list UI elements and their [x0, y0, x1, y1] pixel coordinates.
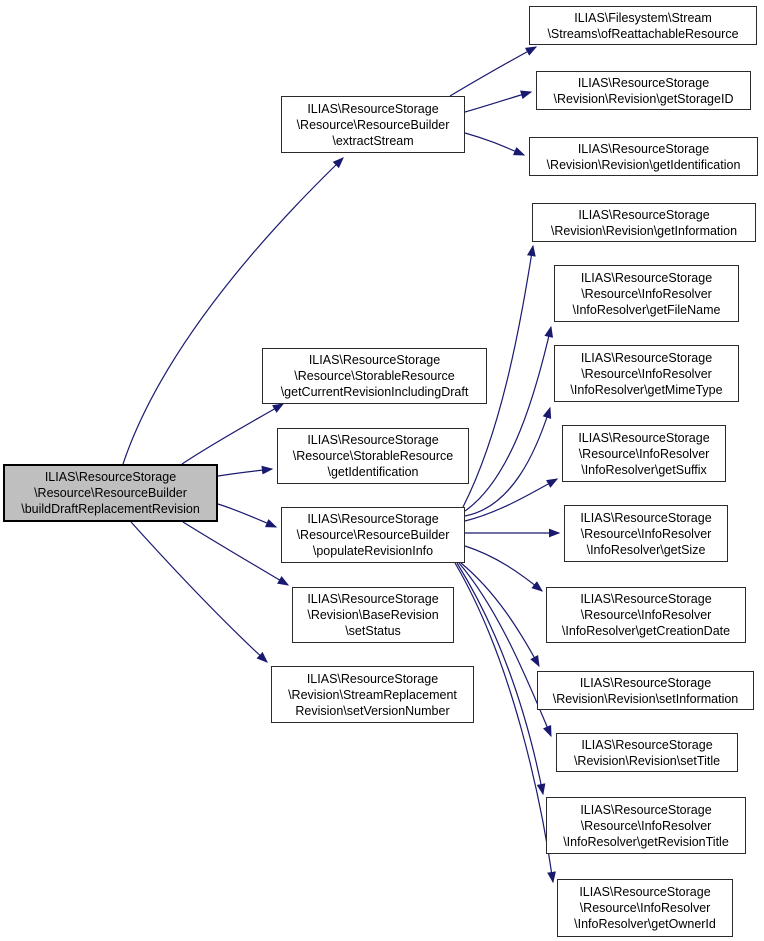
node-label-line: \Resource\InfoResolver	[580, 818, 712, 833]
node-setVersionNumber[interactable]	[271, 666, 474, 723]
node-buildDraftReplacementRevision[interactable]	[3, 464, 218, 522]
node-getInformation[interactable]	[532, 203, 756, 242]
edge-buildDraftReplacementRevision-getCurrentRevisionIncludingDraft	[182, 404, 283, 464]
node-getIdentificationStorable[interactable]	[277, 428, 469, 484]
edge-buildDraftReplacementRevision-setStatus	[183, 522, 288, 585]
node-label-line: \Resource\ResourceBuilder	[296, 117, 450, 132]
node-getIdentificationRevision[interactable]	[529, 137, 758, 176]
node-label-line: \InfoResolver\getSuffix	[581, 462, 707, 477]
node-label-line: \Revision\Revision\setTitle	[573, 753, 721, 768]
node-label-line: \InfoResolver\getFileName	[572, 302, 721, 317]
node-populateRevisionInfo[interactable]	[281, 507, 465, 563]
node-getSize[interactable]	[564, 505, 728, 562]
node-getRevisionTitle[interactable]	[546, 797, 746, 854]
node-getMimeType[interactable]	[554, 345, 739, 402]
node-getSuffix[interactable]	[562, 425, 726, 482]
node-label-line: \Resource\StorableResource	[292, 449, 454, 463]
node-getOwnerId[interactable]	[557, 879, 733, 937]
node-extractStream[interactable]	[281, 96, 465, 153]
node-label-line: \Resource\InfoResolver	[579, 901, 711, 915]
node-label-line: ILIAS\ResourceStorage	[307, 512, 439, 526]
edge-extractStream-getIdentificationRevision	[465, 133, 524, 155]
node-label-line: ILIAS\ResourceStorage	[580, 350, 713, 365]
edge-buildDraftReplacementRevision-getIdentificationStorable	[218, 469, 272, 476]
node-getCurrentRevisionIncludingDraft[interactable]	[262, 348, 487, 404]
node-getStorageID[interactable]	[536, 71, 751, 110]
node-label-line: Revision\setVersionNumber	[295, 703, 450, 718]
node-label-line: \Resource\InfoResolver	[580, 526, 712, 541]
node-label-line: \Revision\Revision\getInformation	[550, 223, 738, 238]
node-label-line: \extractStream	[332, 133, 414, 148]
node-label-line: \InfoResolver\getSize	[586, 542, 706, 557]
node-label-line: \Revision\Revision\getStorageID	[553, 91, 734, 106]
node-label-line: \InfoResolver\getOwnerId	[574, 917, 716, 931]
node-label-line: \Revision\Revision\getIdentification	[546, 157, 741, 172]
node-label-line: ILIAS\ResourceStorage	[578, 430, 710, 445]
node-label-line: ILIAS\ResourceStorage	[580, 510, 712, 525]
node-label-line: \Streams\ofReattachableResource	[547, 26, 739, 41]
node-label-line: ILIAS\ResourceStorage	[307, 101, 439, 116]
node-label-line: ILIAS\ResourceStorage	[577, 141, 710, 156]
node-label-line: \populateRevisionInfo	[312, 544, 434, 558]
edge-populateRevisionInfo-setInformation	[461, 563, 539, 666]
edge-extractStream-getStorageID	[465, 92, 531, 112]
node-label-line: ILIAS\ResourceStorage	[581, 737, 713, 752]
node-label-line: \InfoResolver\getRevisionTitle	[563, 834, 729, 849]
node-label-line: ILIAS\ResourceStorage	[580, 802, 712, 817]
node-label-line: ILIAS\Filesystem\Stream	[574, 10, 712, 25]
node-label-line: \Resource\StorableResource	[294, 369, 455, 383]
node-label-line: ILIAS\ResourceStorage	[579, 675, 712, 690]
node-getCreationDate[interactable]	[546, 587, 746, 643]
node-label-line: \Revision\Revision\setInformation	[552, 691, 739, 706]
node-label-line: \Resource\InfoResolver	[578, 446, 710, 461]
edge-buildDraftReplacementRevision-setVersionNumber	[131, 522, 267, 662]
node-label-line: ILIAS\ResourceStorage	[577, 75, 710, 90]
node-label-line: ILIAS\ResourceStorage	[44, 470, 177, 484]
node-label-line: ILIAS\ResourceStorage	[307, 592, 439, 606]
node-setInformation[interactable]	[537, 671, 754, 710]
edge-populateRevisionInfo-getCreationDate	[465, 546, 542, 591]
node-label-line: \Resource\InfoResolver	[581, 366, 712, 381]
node-label-line: \Resource\ResourceBuilder	[34, 486, 187, 500]
node-setStatus[interactable]	[292, 587, 454, 643]
node-label-line: ILIAS\ResourceStorage	[308, 353, 441, 367]
node-label-line: \Resource\InfoResolver	[581, 286, 712, 301]
node-label-line: \Resource\ResourceBuilder	[296, 528, 450, 542]
edge-buildDraftReplacementRevision-extractStream	[123, 158, 343, 464]
node-label-line: ILIAS\ResourceStorage	[306, 671, 439, 686]
node-label-line: ILIAS\ResourceStorage	[578, 207, 710, 222]
node-setTitle[interactable]	[556, 733, 738, 772]
node-ofReattachableResource[interactable]	[529, 6, 757, 45]
edge-buildDraftReplacementRevision-populateRevisionInfo	[218, 504, 276, 527]
node-label-line: \Revision\BaseRevision	[307, 608, 439, 622]
node-label-line: ILIAS\ResourceStorage	[580, 270, 713, 285]
node-getFileName[interactable]	[554, 265, 739, 322]
node-label-line: \getIdentification	[327, 465, 419, 479]
node-label-line: \buildDraftReplacementRevision	[21, 502, 200, 516]
node-label-line: \setStatus	[345, 624, 401, 638]
node-label-line: ILIAS\ResourceStorage	[307, 433, 439, 447]
node-label-line: ILIAS\ResourceStorage	[579, 885, 711, 899]
node-label-line: \Resource\InfoResolver	[580, 608, 712, 622]
edge-extractStream-ofReattachableResource	[450, 47, 536, 96]
node-label-line: \Revision\StreamReplacement	[288, 687, 457, 702]
node-label-line: \getCurrentRevisionIncludingDraft	[280, 385, 469, 399]
node-label-line: ILIAS\ResourceStorage	[580, 592, 712, 606]
node-label-line: \InfoResolver\getMimeType	[570, 382, 723, 397]
node-label-line: \InfoResolver\getCreationDate	[561, 624, 731, 638]
